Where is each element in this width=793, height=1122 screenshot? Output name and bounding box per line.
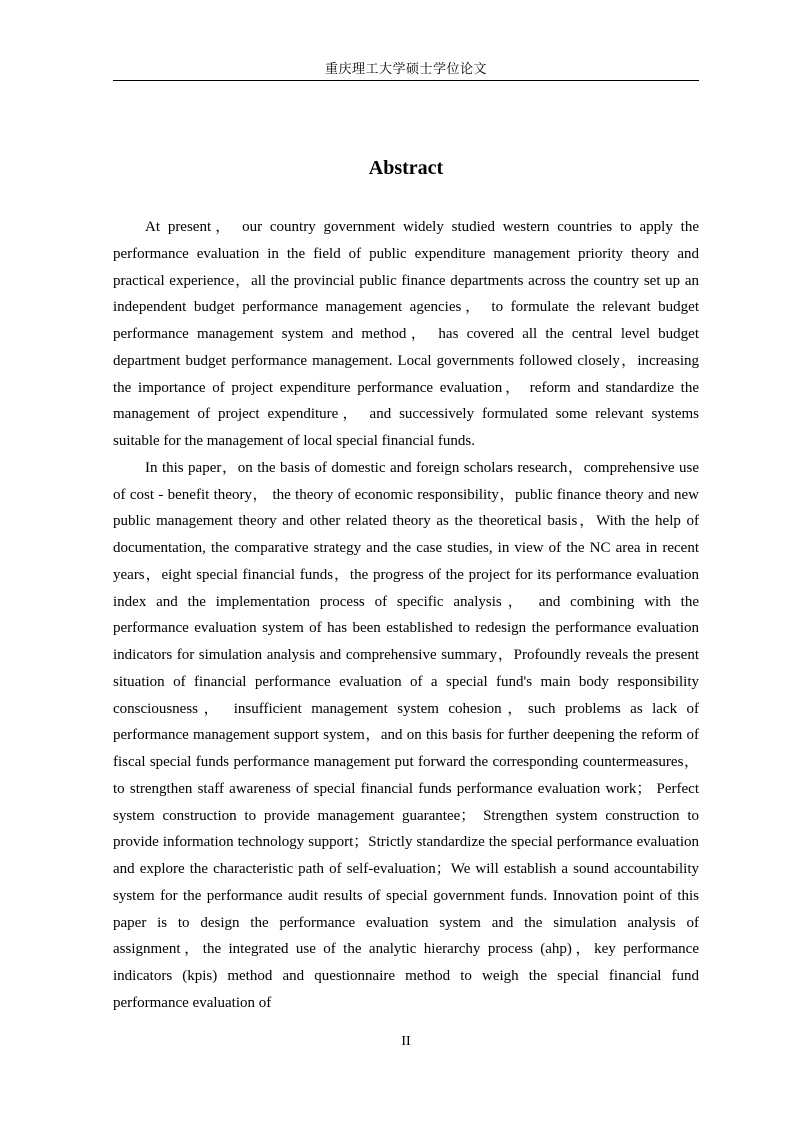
running-header: 重庆理工大学硕士学位论文 xyxy=(324,61,487,76)
abstract-paragraph-2: In this paper，on the basis of domestic and foreign scholars research，comprehensive use of cost - benefit theory， the theory of economic responsibility，public finance theory and new public management theory and other related theory as the theoretical basis，With the help of documentation, the comparative strategy and the case studies, in view of the NC area in recent years，eight special financial funds，the progress of the project for its performance evaluation index and the implementation process of specific analysis， and combining with the performance evaluation system of has been established to redesign the performance evaluation indicators for simulation analysis and comprehensive summary，Profoundly reveals the present situation of financial performance evaluation of a special fund's main body responsibility consciousness， insufficient management system cohesion，such problems as lack of performance management support system，and on this basis for further deepening the reform of fiscal special funds performance management put forward the corresponding countermeasures，to strengthen staff awareness of special financial funds performance evaluation work； Perfect system construction to provide management guarantee； Strengthen system construction to provide information technology support；Strictly standardize the special performance evaluation and explore the characteristic path of self-evaluation；We will establish a sound accountability system for the performance audit results of special government funds. Innovation point of this paper is to design the performance evaluation system and the simulation analysis of assignment，the integrated use of the analytic hierarchy process (ahp)，key performance indicators (kpis) method and questionnaire method to weigh the special financial fund performance evaluation of xyxy=(113,459,699,1011)
abstract-title: Abstract xyxy=(368,157,444,179)
abstract-body xyxy=(113,214,699,1017)
header-rule xyxy=(113,80,699,81)
abstract-paragraph-1: At present， our country government widely studied western countries to apply the performance evaluation in the field of public expenditure management priority theory and practical experience，all the provincial public finance departments across the country set up an independent budget performance management agencies， to formulate the relevant budget performance management system and method， has covered all the central level budget department budget performance management. Local governments followed closely，increasing the importance of project expenditure performance evaluation， reform and standardize the management of project expenditure， and successively formulated some relevant systems suitable for the management of local special financial funds. xyxy=(113,219,699,449)
page-number: II xyxy=(401,1034,411,1049)
